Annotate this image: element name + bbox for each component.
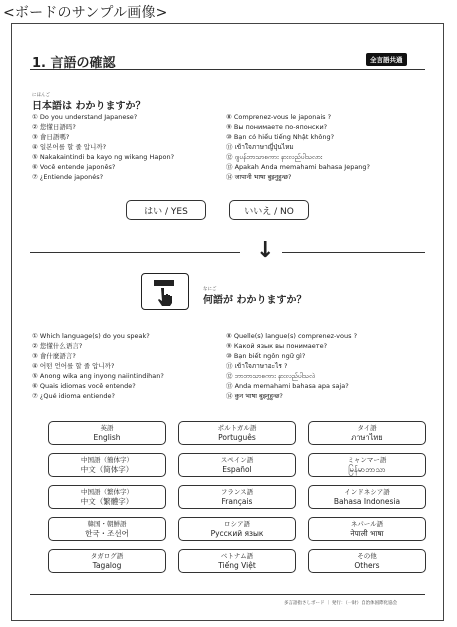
translation-line: ① Do you understand Japanese?: [32, 113, 138, 121]
section-divider-left: [30, 252, 240, 253]
translation-line: ⑭ जापानी भाषा बुझ्नुहुन्छ?: [226, 173, 292, 181]
language-native-label: မြန်မာဘာသာ: [348, 464, 386, 474]
language-button-spanish[interactable]: [178, 453, 296, 477]
question2-heading: 何語が わかりますか？: [203, 295, 307, 306]
language-jp-label: ベトナム語: [220, 552, 254, 560]
pointing-hand-tablet-icon: [141, 273, 189, 310]
language-button-korean[interactable]: [48, 517, 166, 541]
section-title: 1. 言語の確認: [32, 56, 116, 71]
language-button-russian[interactable]: [178, 517, 296, 541]
translation-line: ③ 會日語嗎?: [32, 133, 70, 141]
language-jp-label: タイ語: [357, 424, 377, 432]
footer-credit: 多言語指さしボード ｜ 発行：（一財）自治体国際化協会: [284, 601, 398, 606]
language-jp-label: 韓国・朝鮮語: [87, 520, 127, 528]
title-divider: [30, 69, 425, 70]
language-native-label: नेपाली भाषा: [350, 528, 384, 538]
language-jp-label: ネパール語: [350, 520, 384, 528]
translation-line: ⑨ Какой язык вы понимаете?: [226, 342, 328, 350]
language-jp-label: その他: [357, 552, 377, 560]
translation-line: ⑩ Bạn có hiểu tiếng Nhật không?: [226, 133, 335, 141]
translation-line: ⑤ Anong wika ang inyong naiintindihan?: [32, 372, 164, 380]
section-divider-right: [282, 252, 425, 253]
language-jp-label: フランス語: [220, 488, 254, 496]
translation-line: ⑦ ¿Qué idioma entiende?: [32, 392, 115, 400]
translation-line: ⑬ Apakah Anda memahami bahasa Jepang?: [226, 163, 371, 171]
translation-line: ⑧ Quelle(s) langue(s) comprenez-vous ?: [226, 332, 358, 340]
language-native-label: 한국・조선어: [85, 528, 129, 538]
translation-line: ④ 일본어를 할 줄 압니까?: [32, 143, 107, 151]
language-native-label: 中文（繁體字）: [80, 496, 134, 506]
language-button-french[interactable]: [178, 485, 296, 509]
language-native-label: Tiếng Việt: [218, 560, 256, 570]
footer-divider: [30, 594, 425, 595]
translation-line: ⑫ ဂျပန်ဘာသာစကား နားလည်ပါသလား: [226, 153, 323, 161]
language-button-english[interactable]: [48, 421, 166, 445]
question1-ruby: にほんご: [32, 93, 50, 98]
language-native-label: Tagalog: [92, 560, 122, 570]
language-jp-label: ミャンマー語: [347, 456, 387, 464]
question2-ruby: なにご: [203, 287, 217, 292]
translation-line: ⑫ ဘာဘာသာစကား နားလည်ပါသလဲ: [226, 372, 316, 380]
language-button-chinese-simplified[interactable]: [48, 453, 166, 477]
language-jp-label: 中国語（繁体字）: [81, 488, 133, 496]
language-jp-label: タガログ語: [90, 552, 124, 560]
translation-line: ⑧ Comprenez-vous le japonais ?: [226, 113, 332, 121]
language-jp-label: 中国語（簡体字）: [81, 456, 133, 464]
language-native-label: English: [93, 432, 121, 442]
language-native-label: ภาษาไทย: [351, 432, 383, 442]
no-button[interactable]: いいえ / NO: [229, 200, 309, 220]
language-button-nepali[interactable]: [308, 517, 426, 541]
translation-line: ⑪ เข้าใจภาษาญี่ปุ่นไหม: [226, 143, 294, 151]
translation-line: ③ 會什麼語言?: [32, 352, 76, 360]
language-button-vietnamese[interactable]: [178, 549, 296, 573]
translation-line: ② 您懂什么语言?: [32, 342, 83, 350]
pointing-board: [11, 23, 444, 621]
language-button-chinese-traditional[interactable]: [48, 485, 166, 509]
language-jp-label: インドネシア語: [344, 488, 390, 496]
language-button-indonesian[interactable]: [308, 485, 426, 509]
language-native-label: Others: [354, 560, 380, 570]
language-jp-label: ロシア語: [224, 520, 250, 528]
language-button-portuguese[interactable]: [178, 421, 296, 445]
language-jp-label: 英語: [100, 424, 114, 432]
language-button-others[interactable]: [308, 549, 426, 573]
language-native-label: Bahasa Indonesia: [333, 496, 401, 506]
translation-line: ② 您懂日語吗?: [32, 123, 76, 131]
language-button-thai[interactable]: [308, 421, 426, 445]
yes-button[interactable]: はい / YES: [126, 200, 206, 220]
translation-line: ⑥ Quais idiomas você entende?: [32, 382, 136, 390]
language-native-label: 中文（简体字）: [80, 464, 134, 474]
page-caption: <ボードのサンプル画像>: [3, 5, 168, 21]
translation-line: ⑩ Bạn biết ngôn ngữ gì?: [226, 352, 306, 360]
translation-line: ⑬ Anda memahami bahasa apa saja?: [226, 382, 349, 390]
language-native-label: Русский язык: [210, 528, 264, 538]
all-languages-badge: 全言語共通: [366, 53, 407, 66]
language-jp-label: スペイン語: [220, 456, 254, 464]
language-native-label: Português: [218, 432, 256, 442]
language-button-myanmar[interactable]: [308, 453, 426, 477]
translation-line: ⑨ Вы понимаете по-японски?: [226, 123, 328, 131]
language-button-tagalog[interactable]: [48, 549, 166, 573]
translation-line: ⑭ कुन भाषा बुझ्नुहुन्छ?: [226, 392, 283, 400]
language-native-label: Français: [221, 496, 253, 506]
translation-line: ⑤ Nakakaintindi ba kayo ng wikang Hapon?: [32, 153, 175, 161]
translation-line: ⑦ ¿Entiende japonés?: [32, 173, 104, 181]
translation-line: ⑥ Você entende japonês?: [32, 163, 116, 171]
question1-heading: 日本語は わかりますか？: [32, 101, 146, 112]
down-arrow-icon: ↓: [256, 238, 275, 263]
language-native-label: Español: [222, 464, 252, 474]
translation-line: ④ 어떤 언어를 할 줄 압니까?: [32, 362, 115, 370]
translation-line: ⑪ เข้าใจภาษาอะไร ?: [226, 362, 288, 370]
translation-line: ① Which language(s) do you speak?: [32, 332, 150, 340]
language-jp-label: ポルトガル語: [217, 424, 257, 432]
